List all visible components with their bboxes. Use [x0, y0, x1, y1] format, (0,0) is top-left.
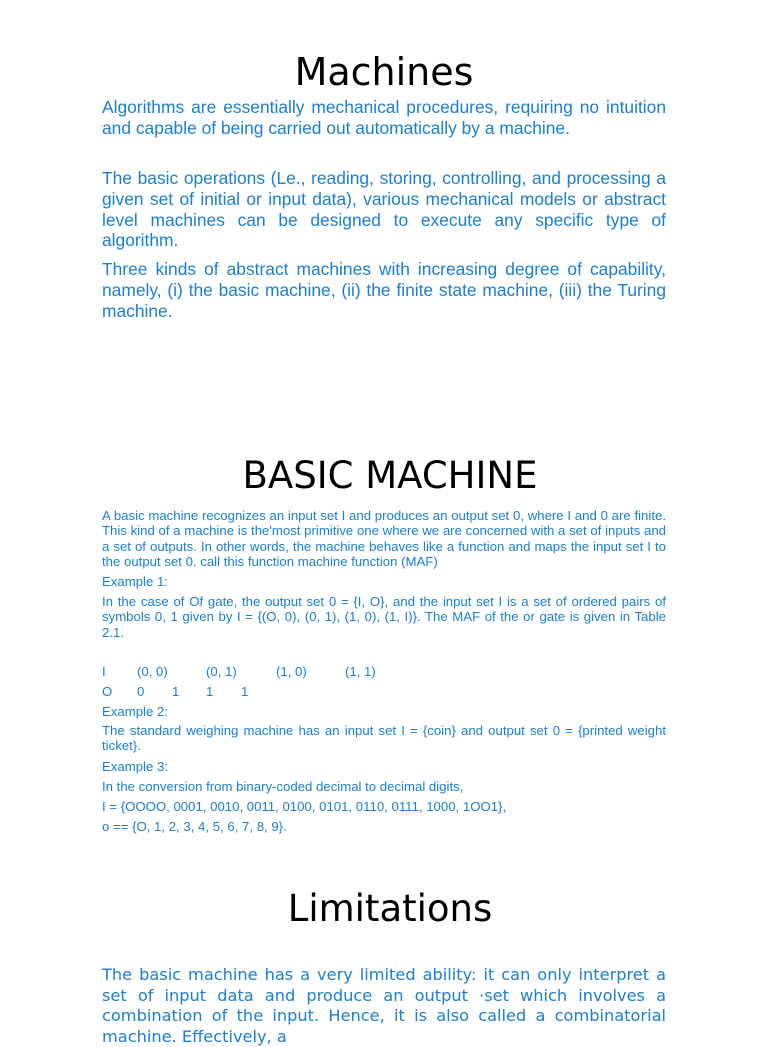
slide2-title: BASIC MACHINE	[242, 454, 538, 497]
example2-label: Example 2:	[102, 704, 168, 719]
example3-output-set: o == {O, 1, 2, 3, 4, 5, 6, 7, 8, 9}.	[102, 819, 287, 834]
slide1-paragraph-2: The basic operations (Le., reading, storing, controlling, and processing a given set of initial or input data), various mechanical models or abstract level machines can be designed to execute any specific type of algorithm.	[102, 168, 666, 251]
example3-input-set: I = {OOOO, 0001, 0010, 0011, 0100, 0101, 0110, 0111, 1000, 1OO1},	[102, 799, 507, 814]
maf-table-cell: (1, 0)	[276, 664, 307, 679]
basic-machine-intro: A basic machine recognizes an input set I and produces an output set 0, where I and 0 are finite. This kind of a machine is the'most primitive one where we are concerned with a set of inputs and a set of outputs. In other words, the machine behaves like a function and maps the input set I to the output set 0. call this function machine function (MAF)	[102, 508, 666, 570]
maf-table-output-row	[102, 684, 262, 700]
maf-table-cell: 1	[172, 684, 180, 699]
maf-table-cell: (0, 1)	[206, 664, 237, 679]
slide1-paragraph-3: Three kinds of abstract machines with increasing degree of capability, namely, (i) the basic machine, (ii) the finite state machine, (iii) the Turing machine.	[102, 259, 666, 321]
maf-table-cell: 0	[137, 684, 145, 699]
example3-label: Example 3:	[102, 759, 168, 774]
maf-table-input-row	[102, 664, 402, 680]
example1-label: Example 1:	[102, 574, 168, 589]
slide3-title: Limitations	[287, 887, 493, 930]
maf-table-cell: 1	[206, 684, 214, 699]
maf-table-cell: 1	[241, 684, 249, 699]
example2-text: The standard weighing machine has an input set I = {coin} and output set 0 = {printed weight ticket}.	[102, 723, 666, 754]
maf-table-output-header: O	[102, 684, 113, 699]
example1-text: In the case of Of gate, the output set 0 = {I, O}, and the input set I is a set of ordered pairs of symbols 0, 1 given by I = {(O, 0), (0, 1), (1, 0), (1, I)}. The MAF of the or gate is given in Table 2.1.	[102, 594, 666, 640]
maf-table-cell: (1, 1)	[345, 664, 376, 679]
maf-table-cell: (0, 0)	[137, 664, 168, 679]
slide1-title: Machines	[294, 50, 474, 94]
slide1-paragraph-1: Algorithms are essentially mechanical procedures, requiring no intuition and capable of being carried out automatically by a machine.	[102, 97, 666, 138]
limitations-paragraph: The basic machine has a very limited ability: it can only interpret a set of input data and produce an output ·set which involves a combination of the input. Hence, it is also called a combinatorial machine. Effectively, a	[102, 965, 666, 1046]
maf-table-input-header: I	[102, 664, 106, 679]
example3-text: In the conversion from binary-coded decimal to decimal digits,	[102, 779, 464, 794]
